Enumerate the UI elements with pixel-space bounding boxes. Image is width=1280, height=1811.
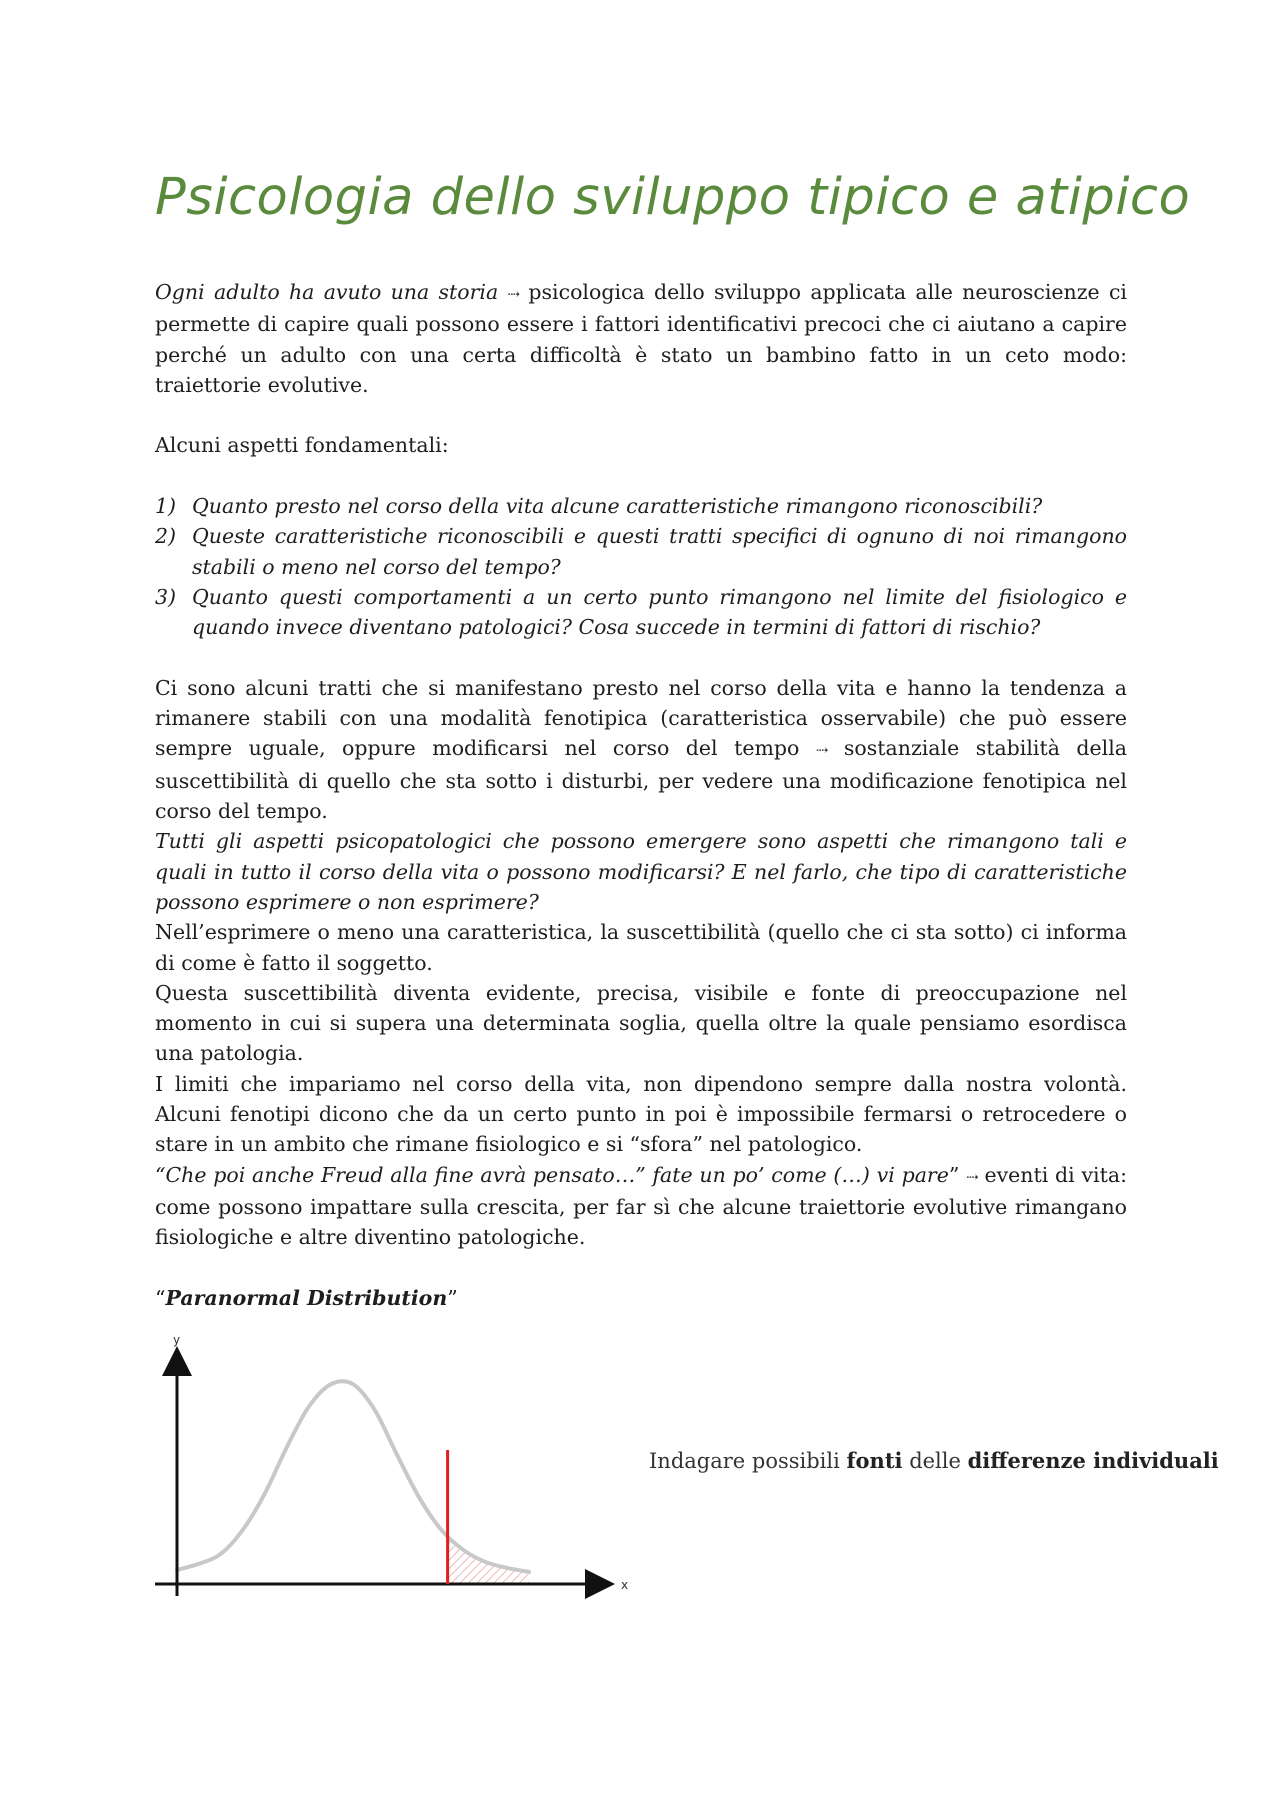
list-text: Quanto presto nel corso della vita alcune caratteristiche rimangono riconoscibili? [192, 494, 1043, 519]
list-item [155, 582, 1127, 643]
susceptibility-paragraph: Nell’esprimere o meno una caratteristica, la suscettibilità (quello che ci sta sotto) ci informa di come è fatto il soggetto. [155, 920, 1127, 975]
arrow-icon: ⇢ [815, 741, 828, 760]
limits-paragraph: I limiti che impariamo nel corso della vita, non dipendono sempre dalla nostra volontà. Alcuni fenotipi dicono che da un certo punto in poi è impossibile fermarsi o retrocedere o stare in un ambito che rimane fisiologico e si “sfora” nel patologico. [155, 1071, 1127, 1157]
heading-close-quote: ” [447, 1285, 458, 1310]
freud-rest: eventi di vita: come possono impattare sulla crescita, per far sì che alcune traiettorie evolutive rimangano fisiologiche e altre diventino patologiche. [155, 1162, 1127, 1250]
list-text: Queste caratteristiche riconoscibili e questi tratti specifici di ognuno di noi rimangono stabili o meno nel corso del tempo? [192, 524, 1127, 579]
paranormal-distribution-chart [155, 1336, 635, 1606]
threshold-paragraph: Questa suscettibilità diventa evidente, precisa, visibile e fonte di preoccupazione nel momento in cui si supera una determinata soglia, quella oltre la quale pensiamo esordisca una patologia. [155, 980, 1127, 1066]
list-item [155, 521, 1127, 582]
note-pre: Indagare possibili [649, 1449, 847, 1473]
questions-list [155, 491, 1127, 642]
list-text: Quanto questi comportamenti a un certo punto rimangono nel limite del fisiologico e quando invece diventano patologici? Cosa succede in termini di fattori di rischio? [192, 584, 1127, 640]
y-axis-label: y [173, 1336, 181, 1347]
section-heading [155, 1283, 1127, 1313]
section-heading-text: Paranormal Distribution [165, 1285, 448, 1310]
traits-paragraph [155, 673, 1127, 826]
intro-rest: psicologica dello sviluppo applicata alle neuroscienze ci permette di capire quali possono essere i fattori identificativi precoci che ci aiutano a capire perché un adulto con una certa difficoltà è stato un bambino fatto in un ceto modo: traiettorie evolutive. [155, 280, 1127, 397]
note-bold-differenze: differenze individuali [967, 1448, 1219, 1473]
psychopathology-question: Tutti gli aspetti psicopatologici che possono emergere sono aspetti che rimangono tali e quali in tutto il corso della vita o possono modificarsi? E nel farlo, che tipo di caratteristiche possono esprimere o non esprimere? [155, 829, 1127, 914]
intro-paragraph [155, 277, 1127, 400]
arrow-icon: ⇢ [966, 1167, 978, 1186]
note-mid: delle [902, 1449, 968, 1473]
list-item [155, 491, 1127, 521]
freud-quote: “Che poi anche Freud alla fine avrà pensato…” fate un po’ come (…) vi pare [155, 1162, 949, 1187]
intro-lead: Ogni adulto ha avuto una storia [155, 280, 499, 304]
aspects-heading: Alcuni aspetti fondamentali: [155, 433, 449, 458]
heading-open-quote: “ [155, 1285, 166, 1310]
list-number: 3) [155, 584, 177, 609]
side-note [649, 1448, 1219, 1473]
list-number: 2) [155, 524, 177, 549]
page-title: Psicologia dello sviluppo tipico e atipico [155, 168, 1191, 227]
freud-paragraph [155, 1160, 1127, 1253]
arrow-icon: ⇢ [507, 285, 520, 303]
freud-quote-close: ” [948, 1162, 960, 1187]
traits-part1: Ci sono alcuni tratti che si manifestano presto nel corso della vita e hanno la tendenza a rimanere stabili con una modalità fenotipica (caratteristica osservabile) che può essere sempre uguale, oppure modificarsi nel corso del tempo [155, 675, 1127, 761]
distribution-curve [177, 1381, 529, 1572]
note-bold-fonti: fonti [846, 1448, 903, 1473]
list-number: 1) [155, 494, 177, 519]
x-axis-label: x [621, 1578, 629, 1592]
shaded-tail-area [448, 1536, 529, 1584]
traits-part2: sostanziale stabilità della suscettibilità di quello che sta sotto i disturbi, per vedere una modificazione fenotipica nel corso del tempo. [155, 736, 1127, 824]
document-body [155, 277, 1127, 1313]
